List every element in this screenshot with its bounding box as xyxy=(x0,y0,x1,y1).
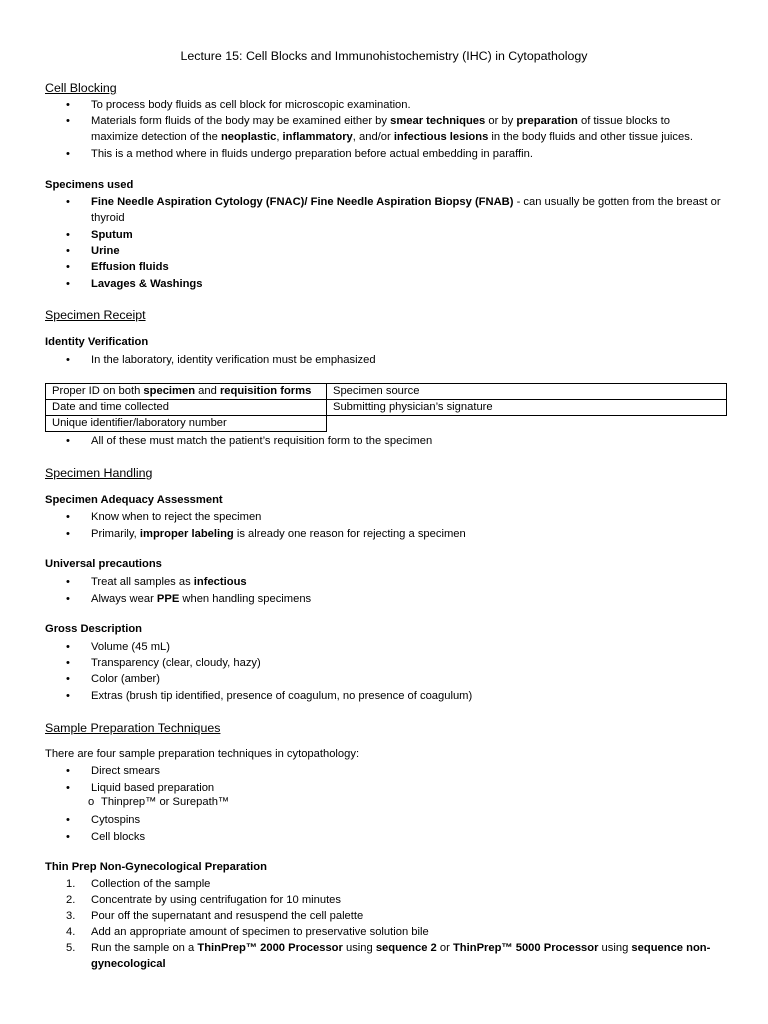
list-item xyxy=(66,194,726,227)
list-item xyxy=(66,352,726,368)
heading-specimen-handling: Specimen Handling xyxy=(45,466,153,480)
item-number: 2. xyxy=(66,894,76,906)
list-item-text: All of these must match the patient’s requisition form to the specimen xyxy=(91,435,433,447)
list-item xyxy=(66,433,726,449)
table-cell: Proper ID on both specimen and requisition forms xyxy=(46,384,327,400)
numbered-item xyxy=(66,908,726,924)
numbered-item xyxy=(66,876,726,892)
list-item-text: Run the sample on a ThinPrep™ 2000 Processor using sequence 2 or ThinPrep™ 5000 Processor using sequence non- gynecological xyxy=(91,942,711,971)
list-item xyxy=(66,227,726,243)
list-item-text: Always wear PPE when handling specimens xyxy=(91,593,312,605)
bullet-icon: • xyxy=(66,99,70,111)
list-item-text: Fine Needle Aspiration Cytology (FNAC)/ Fine Needle Aspiration Biopsy (FNAB) - can usually be gotten from the breast or thyroid xyxy=(91,196,721,225)
bullet-icon: • xyxy=(66,657,70,669)
list-item xyxy=(66,526,726,542)
bullet-icon: • xyxy=(66,148,70,160)
list-item-text: In the laboratory, identity verification must be emphasized xyxy=(91,354,376,366)
bullet-icon: • xyxy=(66,196,70,208)
table-cell-empty xyxy=(327,416,727,432)
list-item-text: Lavages & Washings xyxy=(91,278,203,290)
list-item-text: Cytospins xyxy=(91,814,141,826)
bullet-icon: • xyxy=(66,765,70,777)
list-item-text: Add an appropriate amount of specimen to preservative solution bile xyxy=(91,926,429,938)
heading-universal-precautions: Universal precautions xyxy=(45,558,162,570)
page-title: Lecture 15: Cell Blocks and Immunohistochemistry (IHC) in Cytopathology xyxy=(180,49,588,63)
list-item xyxy=(66,671,726,687)
list-item-text: Direct smears xyxy=(91,765,160,777)
list-item xyxy=(66,97,726,113)
bullet-icon: • xyxy=(66,528,70,540)
bullet-icon: • xyxy=(66,593,70,605)
list-item xyxy=(66,591,726,607)
list-item-text: Primarily, improper labeling is already one reason for rejecting a specimen xyxy=(91,528,466,540)
list-item-text: Collection of the sample xyxy=(91,878,211,890)
circle-bullet-icon: o xyxy=(88,796,95,808)
sub-list-item xyxy=(88,796,230,808)
list-item-text: Thinprep™ or Surepath™ xyxy=(101,796,230,808)
list-item-text: Sputum xyxy=(91,229,133,241)
list-item-text: Concentrate by using centrifugation for 10 minutes xyxy=(91,894,341,906)
bullet-icon: • xyxy=(66,115,70,127)
list-item xyxy=(66,639,726,655)
list-item xyxy=(66,146,726,162)
bullet-icon: • xyxy=(66,354,70,366)
bullet-icon: • xyxy=(66,641,70,653)
bullet-icon: • xyxy=(66,690,70,702)
item-number: 5. xyxy=(66,942,76,954)
list-item-text: Cell blocks xyxy=(91,831,146,843)
heading-sample-preparation: Sample Preparation Techniques xyxy=(45,721,221,735)
list-item-text: Know when to reject the specimen xyxy=(91,511,262,523)
heading-cell-blocking: Cell Blocking xyxy=(45,81,117,95)
list-item xyxy=(66,259,726,275)
table-row xyxy=(46,416,727,432)
list-item xyxy=(66,574,726,590)
table-cell: Submitting physician’s signature xyxy=(327,400,727,416)
numbered-item xyxy=(66,940,726,973)
heading-identity-verification: Identity Verification xyxy=(45,336,149,348)
list-item xyxy=(66,763,726,779)
list-item xyxy=(66,780,726,796)
list-item xyxy=(66,812,726,828)
list-item-text: Extras (brush tip identified, presence of coagulum, no presence of coagulum) xyxy=(91,690,473,702)
item-number: 3. xyxy=(66,910,76,922)
list-item-text: This is a method where in fluids undergo preparation before actual embedding in paraffin. xyxy=(91,148,533,160)
list-item xyxy=(66,276,726,292)
bullet-icon: • xyxy=(66,782,70,794)
item-number: 1. xyxy=(66,878,76,890)
bullet-icon: • xyxy=(66,814,70,826)
heading-gross-description: Gross Description xyxy=(45,623,142,635)
heading-specimens-used: Specimens used xyxy=(45,179,134,191)
paragraph: There are four sample preparation techniques in cytopathology: xyxy=(45,748,360,760)
list-item-text: Materials form fluids of the body may be examined either by smear techniques or by preparation of tissue blocks to maximize detection of the neoplastic, inflammatory, and/or infectious lesions in the body fluids and other tissue juices. xyxy=(91,115,693,144)
bullet-icon: • xyxy=(66,229,70,241)
list-item-text: Urine xyxy=(91,245,120,257)
bullet-icon: • xyxy=(66,831,70,843)
list-item xyxy=(66,113,726,146)
table-cell: Date and time collected xyxy=(46,400,327,416)
list-item-text: Effusion fluids xyxy=(91,261,169,273)
bullet-icon: • xyxy=(66,435,70,447)
heading-adequacy-assessment: Specimen Adequacy Assessment xyxy=(45,494,223,506)
list-item xyxy=(66,655,726,671)
item-number: 4. xyxy=(66,926,76,938)
table-row xyxy=(46,384,727,400)
bullet-icon: • xyxy=(66,261,70,273)
list-item xyxy=(66,829,726,845)
list-item-text: Treat all samples as infectious xyxy=(91,576,247,588)
list-item-text: Color (amber) xyxy=(91,673,161,685)
list-item-text: Liquid based preparation xyxy=(91,782,215,794)
identity-table xyxy=(45,383,727,432)
list-item-text: Transparency (clear, cloudy, hazy) xyxy=(91,657,261,669)
list-item-text: Pour off the supernatant and resuspend the cell palette xyxy=(91,910,364,922)
bullet-icon: • xyxy=(66,278,70,290)
bullet-icon: • xyxy=(66,245,70,257)
bullet-icon: • xyxy=(66,673,70,685)
heading-specimen-receipt: Specimen Receipt xyxy=(45,308,146,322)
table-cell: Unique identifier/laboratory number xyxy=(46,416,327,432)
numbered-item xyxy=(66,924,726,940)
numbered-item xyxy=(66,892,726,908)
list-item xyxy=(66,688,726,704)
table-row xyxy=(46,400,727,416)
bullet-icon: • xyxy=(66,511,70,523)
list-item-text: Volume (45 mL) xyxy=(91,641,170,653)
list-item-text: To process body fluids as cell block for microscopic examination. xyxy=(91,99,411,111)
list-item xyxy=(66,243,726,259)
bullet-icon: • xyxy=(66,576,70,588)
list-item xyxy=(66,509,726,525)
table-cell: Specimen source xyxy=(327,384,727,400)
heading-thinprep-non-gyn: Thin Prep Non-Gynecological Preparation xyxy=(45,861,267,873)
